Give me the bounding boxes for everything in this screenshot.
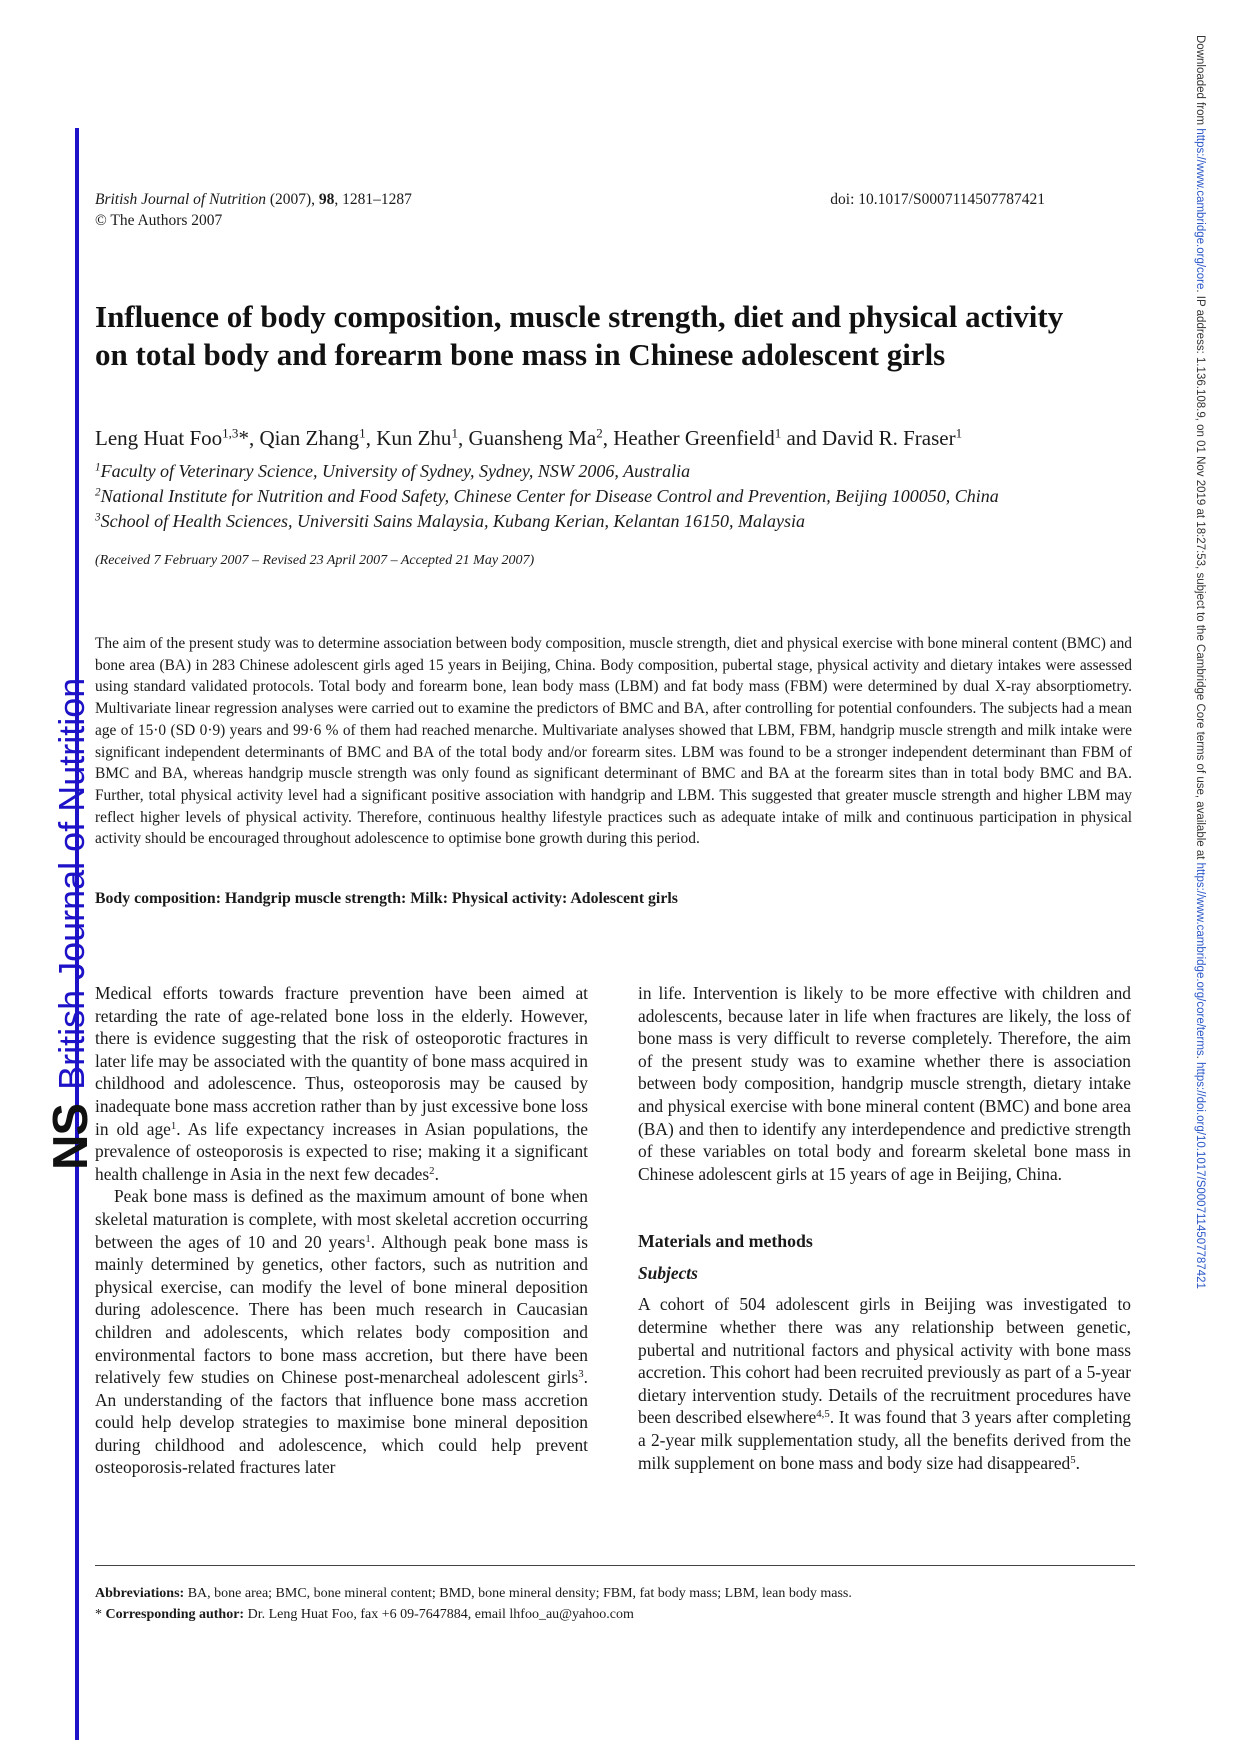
journal-volume: 98 xyxy=(318,191,335,208)
author-separator: , xyxy=(602,426,614,450)
corresponding-author-asterisk: * xyxy=(95,1607,102,1622)
corresponding-author-label: Corresponding author: xyxy=(102,1607,245,1622)
body-column-left xyxy=(95,982,588,1479)
ns-logo-mark: NS xyxy=(44,1103,98,1170)
body-text: A cohort of 504 adolescent girls in Beijing was investigated to determine whether there was any relationship between genetic, pubertal and nutritional factors and physical activity with bone mass accretion. This cohort had been recruited previously as part of a 5-year dietary intervention study. Details of the recruitment procedures have been described elsewhere xyxy=(638,1294,1131,1428)
body-paragraph xyxy=(95,1185,588,1479)
terms-link[interactable]: https://www.cambridge.org/core/terms xyxy=(1194,862,1206,1056)
cambridge-core-link[interactable]: https://www.cambridge.org/core xyxy=(1194,128,1206,290)
article-title xyxy=(95,298,1105,374)
body-text: . Although peak bone mass is mainly determined by genetics, other factors, such as nutrition and physical exercise, can modify the level of bone mineral deposition during adolescence. There has been much research in Caucasian children and adolescents, which relates body composition and environmental factors to bone mass accretion, but there have been relatively few studies on Chinese post-menarcheal adolescent girls xyxy=(95,1231,588,1388)
affiliations xyxy=(95,459,1135,534)
download-prefix: Downloaded from xyxy=(1194,35,1206,126)
author-separator: , xyxy=(365,426,377,450)
affiliation-item xyxy=(95,459,1135,484)
affiliation-number: 1 xyxy=(95,461,101,474)
author-conjunction: and xyxy=(781,426,823,450)
abbreviations-label: Abbreviations: xyxy=(95,1586,185,1601)
download-middle-text: . IP address: 1.136.108.9, on 01 Nov 2019 at 18:27:53, subject to the Cambridge Core terms of use, available at xyxy=(1194,289,1206,860)
submission-history: (Received 7 February 2007 – Revised 23 April 2007 – Accepted 21 May 2007) xyxy=(95,553,535,568)
body-paragraph xyxy=(638,1293,1131,1474)
affiliation-item xyxy=(95,484,1135,509)
download-separator: . xyxy=(1194,1055,1206,1059)
heading-spacer xyxy=(638,1253,1131,1261)
citation-marker: 1 xyxy=(365,1232,371,1245)
abstract: The aim of the present study was to determine association between body composition, muscle strength, diet and physical exercise with bone mineral content (BMC) and bone area (BA) in 283 Chinese adolescent girls aged 15 years in Beijing, China. Body composition, pubertal stage, physical activity and dietary intakes were assessed using standard validated protocols. Total body and forearm bone, lean body mass (LBM) and fat body mass (FBM) were determined by dual X-ray absorptiometry. Multivariate linear regression analyses were carried out to examine the predictors of BMC and BA, after controlling for potential confounders. The subjects had a mean age of 15·0 (SD 0·9) years and 99·6 % of them had reached menarche. Multivariate analyses showed that LBM, FBM, handgrip muscle strength and milk intake were significant independent determinants of BMC and BA of the total body and/or forearm sites. LBM was found to be a stronger independent determinant than FBM of BMC and BA, whereas handgrip muscle strength was only found as significant determinant of BMC and BA at the forearm sites than in total body BMC and BA. Further, total physical activity level had a significant positive association with handgrip and LBM. This suggested that greater muscle strength and higher LBM may reflect higher levels of physical activity. Therefore, continuous healthy lifestyle practices such as adequate intake of milk and continuous participation in physical activity should be encouraged throughout adolescence to optimise bone growth during this period. xyxy=(95,635,1132,848)
abbreviations-text: BA, bone area; BMC, bone mineral content; BMD, bone mineral density; FBM, fat body mass; LBM, lean body mass. xyxy=(184,1586,852,1601)
body-text: Medical efforts towards fracture prevention have been aimed at retarding the rate of age-related bone loss in the elderly. However, there is evidence suggesting that the risk of osteoporotic fractures in later life may be associated with the quantity of bone mass acquired in childhood and adolescence. Thus, osteoporosis may be caused by inadequate bone mass accretion rather than by just excessive bone loss in old age xyxy=(95,983,588,1139)
author-name: Kun Zhu xyxy=(376,426,452,450)
section-spacer xyxy=(638,1185,1131,1229)
author-name: David R. Fraser xyxy=(822,426,956,450)
body-text: . It was found that 3 years after completing a 2-year milk supplementation study, all the benefits derived from the milk supplement on bone mass and body size had disappeared xyxy=(638,1407,1131,1473)
corresponding-author-footnote xyxy=(95,1604,1135,1625)
article-title-line-1: Influence of body composition, muscle strength, diet and physical activity xyxy=(95,299,1064,334)
corresponding-author-text: Dr. Leng Huat Foo, fax +6 09-7647884, email lhfoo_au@yahoo.com xyxy=(244,1607,634,1622)
author-affiliation-marker: 1 xyxy=(774,425,782,441)
journal-side-name: British Journal of Nutrition xyxy=(50,677,92,1090)
journal-side-brand xyxy=(44,677,98,1170)
copyright-line: © The Authors 2007 xyxy=(95,211,223,229)
citation-marker: 3 xyxy=(578,1367,584,1380)
body-text: . An understanding of the factors that influence bone mass accretion could help develop strategies to maximise bone mineral deposition during childhood and adolescence, which could help prevent osteoporosis-related fractures later xyxy=(95,1367,588,1478)
affiliation-text: National Institute for Nutrition and Food Safety, Chinese Center for Disease Control and Prevention, Beijing 100050, China xyxy=(100,486,999,506)
article-title-line-2: on total body and forearm bone mass in Chinese adolescent girls xyxy=(95,337,946,373)
affiliation-number: 3 xyxy=(95,511,101,524)
author-separator: , xyxy=(457,426,469,450)
body-column-right xyxy=(638,982,1131,1474)
body-text: . xyxy=(434,1163,439,1184)
body-text: . xyxy=(1075,1452,1081,1473)
author-name: Leng Huat Foo xyxy=(95,426,223,450)
author-list xyxy=(95,425,1155,451)
author-affiliation-marker: 2 xyxy=(596,425,603,441)
doi-link[interactable]: https://doi.org/10.1017/S0007114507787421 xyxy=(1194,1062,1206,1289)
citation-marker: 2 xyxy=(429,1164,435,1177)
download-notice xyxy=(1194,35,1206,1289)
subsection-heading: Subjects xyxy=(638,1263,698,1284)
citation-marker: 4,5 xyxy=(816,1408,830,1421)
doi-text[interactable]: doi: 10.1017/S0007114507787421 xyxy=(830,191,1045,208)
author-affiliation-marker: 1,3 xyxy=(222,425,239,441)
author-name: Qian Zhang xyxy=(259,426,360,450)
citation-marker: 5 xyxy=(1070,1453,1076,1466)
author-affiliation-marker: 1 xyxy=(451,425,458,441)
subsection-spacer xyxy=(638,1285,1131,1293)
body-paragraph xyxy=(95,982,588,1185)
journal-name: British Journal of Nutrition xyxy=(95,191,266,208)
affiliation-item xyxy=(95,509,1135,534)
author-name: Guansheng Ma xyxy=(468,426,597,450)
section-heading: Materials and methods xyxy=(638,1231,813,1252)
abbreviations-footnote xyxy=(95,1583,1135,1604)
author-affiliation-marker: 1 xyxy=(955,425,963,441)
author-affiliation-marker: 1 xyxy=(359,425,366,441)
author-name: Heather Greenfield xyxy=(613,426,775,450)
footnote-divider xyxy=(95,1565,1135,1566)
journal-year: (2007), xyxy=(269,191,316,208)
affiliation-text: School of Health Sciences, Universiti Sains Malaysia, Kubang Kerian, Kelantan 16150, Malaysia xyxy=(100,511,806,531)
author-separator: , xyxy=(248,426,260,450)
corresponding-author-marker: * xyxy=(238,426,249,450)
affiliation-text: Faculty of Veterinary Science, University of Sydney, Sydney, NSW 2006, Australia xyxy=(100,461,691,481)
footnotes xyxy=(95,1583,1135,1625)
journal-header xyxy=(95,190,1045,232)
body-text: Peak bone mass is defined as the maximum amount of bone when skeletal maturation is complete, with most skeletal accretion occurring between the ages of 10 and 20 years xyxy=(95,1186,588,1252)
body-paragraph: in life. Intervention is likely to be more effective with children and adolescents, because later in life when fractures are likely, the loss of bone mass is very difficult to reverse completely. Therefore, the aim of the present study was to examine whether there is association between body composition, handgrip muscle strength, dietary intake and physical exercise with bone mineral content (BMC) and bone area (BA) and then to identify any interdependence and predictive strength of these variables on total body and forearm skeletal bone mass in Chinese adolescent girls at 15 years of age in Beijing, China. xyxy=(638,983,1131,1184)
body-text: . As life expectancy increases in Asian populations, the prevalence of osteoporosis is expected to rise; making it a significant health challenge in Asia in the next few decades xyxy=(95,1118,588,1184)
journal-pages: , 1281–1287 xyxy=(334,191,412,208)
affiliation-number: 2 xyxy=(95,486,101,499)
citation-marker: 1 xyxy=(170,1119,177,1132)
keywords: Body composition: Handgrip muscle strength: Milk: Physical activity: Adolescent girls xyxy=(95,890,678,907)
